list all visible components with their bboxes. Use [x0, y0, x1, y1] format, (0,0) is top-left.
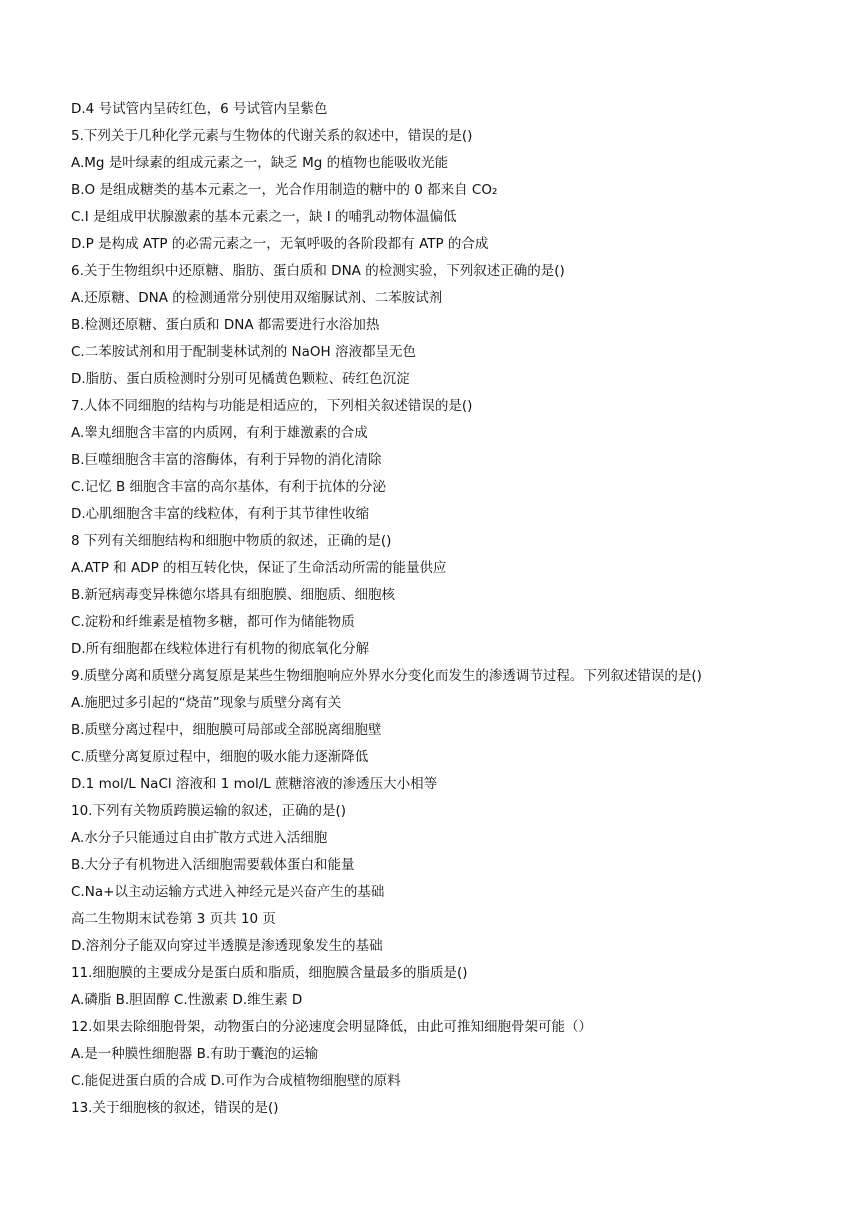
- question-6-option-a: A.还原糖、DNA 的检测通常分别使用双缩脲试剂、二苯胺试剂: [71, 290, 443, 306]
- question-10-stem: 10.下列有关物质跨膜运输的叙述，正确的是(): [71, 803, 347, 819]
- question-13-stem: 13.关于细胞核的叙述，错误的是(): [71, 1100, 279, 1116]
- question-6-option-d: D.脂肪、蛋白质检测时分别可见橘黄色颗粒、砖红色沉淀: [71, 371, 410, 387]
- question-5-stem: 5.下列关于几种化学元素与生物体的代谢关系的叙述中，错误的是(): [71, 128, 473, 144]
- question-7-option-a: A.睾丸细胞含丰富的内质网，有利于雄激素的合成: [71, 425, 368, 441]
- question-12-stem: 12.如果去除细胞骨架，动物蛋白的分泌速度会明显降低，由此可推知细胞骨架可能（）: [71, 1019, 592, 1035]
- question-10-option-a: A.水分子只能通过自由扩散方式进入活细胞: [71, 830, 328, 846]
- question-12-options-cd: C.能促进蛋白质的合成 D.可作为合成植物细胞壁的原料: [71, 1073, 401, 1089]
- question-6-stem: 6.关于生物组织中还原糖、脂肪、蛋白质和 DNA 的检测实验，下列叙述正确的是(): [71, 263, 565, 279]
- question-7-stem: 7.人体不同细胞的结构与功能是相适应的，下列相关叙述错误的是(): [71, 398, 473, 414]
- question-8-option-b: B.新冠病毒变异株德尔塔具有细胞膜、细胞质、细胞核: [71, 587, 396, 603]
- question-6-option-c: C.二苯胺试剂和用于配制斐林试剂的 NaOH 溶液都呈无色: [71, 344, 416, 360]
- question-8-option-d: D.所有细胞都在线粒体进行有机物的彻底氧化分解: [71, 641, 370, 657]
- question-5-option-a: A.Mg 是叶绿素的组成元素之一，缺乏 Mg 的植物也能吸收光能: [71, 155, 449, 171]
- text-line: D.4 号试管内呈砖红色，6 号试管内呈紫色: [71, 101, 328, 117]
- question-10-option-c: C.Na+以主动运输方式进入神经元是兴奋产生的基础: [71, 884, 385, 900]
- question-5-option-b: B.O 是组成糖类的基本元素之一，光合作用制造的糖中的 0 都来自 CO₂: [71, 182, 498, 198]
- question-10-option-b: B.大分子有机物进入活细胞需要载体蛋白和能量: [71, 857, 355, 873]
- question-8-option-a: A.ATP 和 ADP 的相互转化快，保证了生命活动所需的能量供应: [71, 560, 447, 576]
- question-9-stem: 9.质壁分离和质壁分离复原是某些生物细胞响应外界水分变化而发生的渗透调节过程。下列叙述错误的是(): [71, 668, 702, 684]
- question-11-stem: 11.细胞膜的主要成分是蛋白质和脂质，细胞膜含量最多的脂质是(): [71, 965, 468, 981]
- question-10-option-d: D.溶剂分子能双向穿过半透膜是渗透现象发生的基础: [71, 938, 383, 954]
- text-body: [71, 96, 831, 1122]
- page-footer: 高二生物期末试卷第 3 页共 10 页: [71, 911, 276, 927]
- question-8-stem: 8 下列有关细胞结构和细胞中物质的叙述，正确的是(): [71, 533, 392, 549]
- question-9-option-c: C.质壁分离复原过程中，细胞的吸水能力逐渐降低: [71, 749, 369, 765]
- question-5-option-c: C.I 是组成甲状腺激素的基本元素之一，缺 I 的哺乳动物体温偏低: [71, 209, 457, 225]
- question-6-option-b: B.检测还原糖、蛋白质和 DNA 都需要进行水浴加热: [71, 317, 380, 333]
- question-7-option-b: B.巨噬细胞含丰富的溶酶体，有利于异物的消化清除: [71, 452, 382, 468]
- question-12-options-ab: A.是一种膜性细胞器 B.有助于囊泡的运输: [71, 1046, 319, 1062]
- question-8-option-c: C.淀粉和纤维素是植物多糖，都可作为储能物质: [71, 614, 355, 630]
- question-9-option-d: D.1 mol/L NaCl 溶液和 1 mol/L 蔗糖溶液的渗透压大小相等: [71, 776, 438, 792]
- question-11-options: A.磷脂 B.胆固醇 C.性激素 D.维生素 D: [71, 992, 303, 1008]
- question-5-option-d: D.P 是构成 ATP 的必需元素之一，无氧呼吸的各阶段都有 ATP 的合成: [71, 236, 489, 252]
- question-7-option-c: C.记忆 B 细胞含丰富的高尔基体，有利于抗体的分泌: [71, 479, 387, 495]
- question-9-option-b: B.质壁分离过程中，细胞膜可局部或全部脱离细胞壁: [71, 722, 382, 738]
- question-9-option-a: A.施肥过多引起的“烧苗”现象与质壁分离有关: [71, 695, 342, 711]
- question-7-option-d: D.心肌细胞含丰富的线粒体，有利于其节律性收缩: [71, 506, 370, 522]
